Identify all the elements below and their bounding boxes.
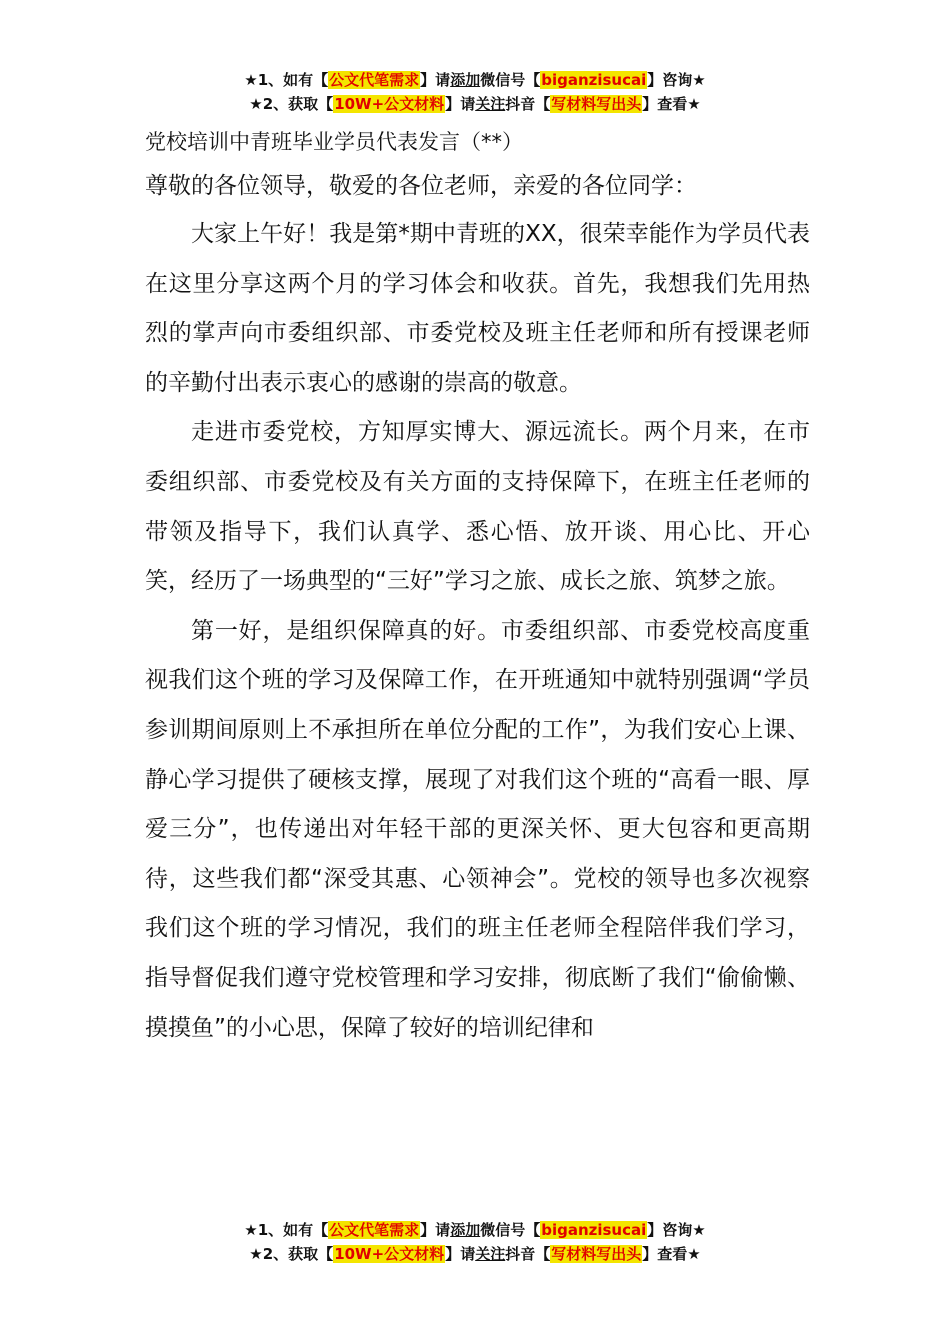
banner-highlight-douyin: 写材料写出头 [551, 95, 642, 113]
document-title: 党校培训中青班毕业学员代表发言（**） [145, 130, 523, 154]
banner-highlight-materials: 10W+公文材料 [334, 1245, 445, 1263]
salutation: 尊敬的各位领导，敬爱的各位老师，亲爱的各位同学： [145, 173, 697, 199]
header-banner [0, 68, 950, 116]
paragraph: 走进市委党校，方知厚实博大、源远流长。两个月来，在市委组织部、市委党校及有关方面的支持保障下，在班主任老师的带领及指导下，我们认真学、悉心悟、放开谈、用心比、开心笑，经历了一场典型的“三好”学习之旅、成长之旅、筑梦之旅。 [145, 419, 810, 595]
banner-line-1: ★1、如有【公文代笔需求】请添加微信号【biganzisucai】咨询★ [244, 71, 706, 89]
footer-banner [0, 1218, 950, 1266]
paragraph: 大家上午好！我是第*期中青班的XX，很荣幸能作为学员代表在这里分享这两个月的学习体会和收获。首先，我想我们先用热烈的掌声向市委组织部、市委党校及班主任老师和所有授课老师的辛勤付出表示衷心的感谢的崇高的敬意。 [145, 221, 810, 396]
banner-line-2: ★2、获取【10W+公文材料】请关注抖音【写材料写出头】查看★ [249, 1245, 701, 1263]
banner-highlight-wechat-id: biganzisucai [541, 71, 647, 89]
paragraph: 第一好，是组织保障真的好。市委组织部、市委党校高度重视我们这个班的学习及保障工作，在开班通知中就特别强调“学员参训期间原则上不承担所在单位分配的工作”，为我们安心上课、静心学习提供了硬核支撑，展现了对我们这个班的“高看一眼、厚爱三分”，也传递出对年轻干部的更深关怀、更大包容和更高期待，这些我们都“深受其惠、心领神会”。党校的领导也多次视察我们这个班的学习情况，我们的班主任老师全程陪伴我们学习，指导督促我们遵守党校管理和学习安排，彻底断了我们“偷偷懒、摸摸鱼”的小心思，保障了较好的培训纪律和 [145, 617, 810, 1041]
banner-line-2: ★2、获取【10W+公文材料】请关注抖音【写材料写出头】查看★ [249, 95, 701, 113]
banner-highlight-service: 公文代笔需求 [329, 1221, 420, 1239]
banner-highlight-wechat-id: biganzisucai [541, 1221, 647, 1239]
banner-highlight-douyin: 写材料写出头 [551, 1245, 642, 1263]
banner-highlight-service: 公文代笔需求 [329, 71, 420, 89]
document-body [145, 124, 810, 1053]
banner-line-1: ★1、如有【公文代笔需求】请添加微信号【biganzisucai】咨询★ [244, 1221, 706, 1239]
banner-highlight-materials: 10W+公文材料 [334, 95, 445, 113]
